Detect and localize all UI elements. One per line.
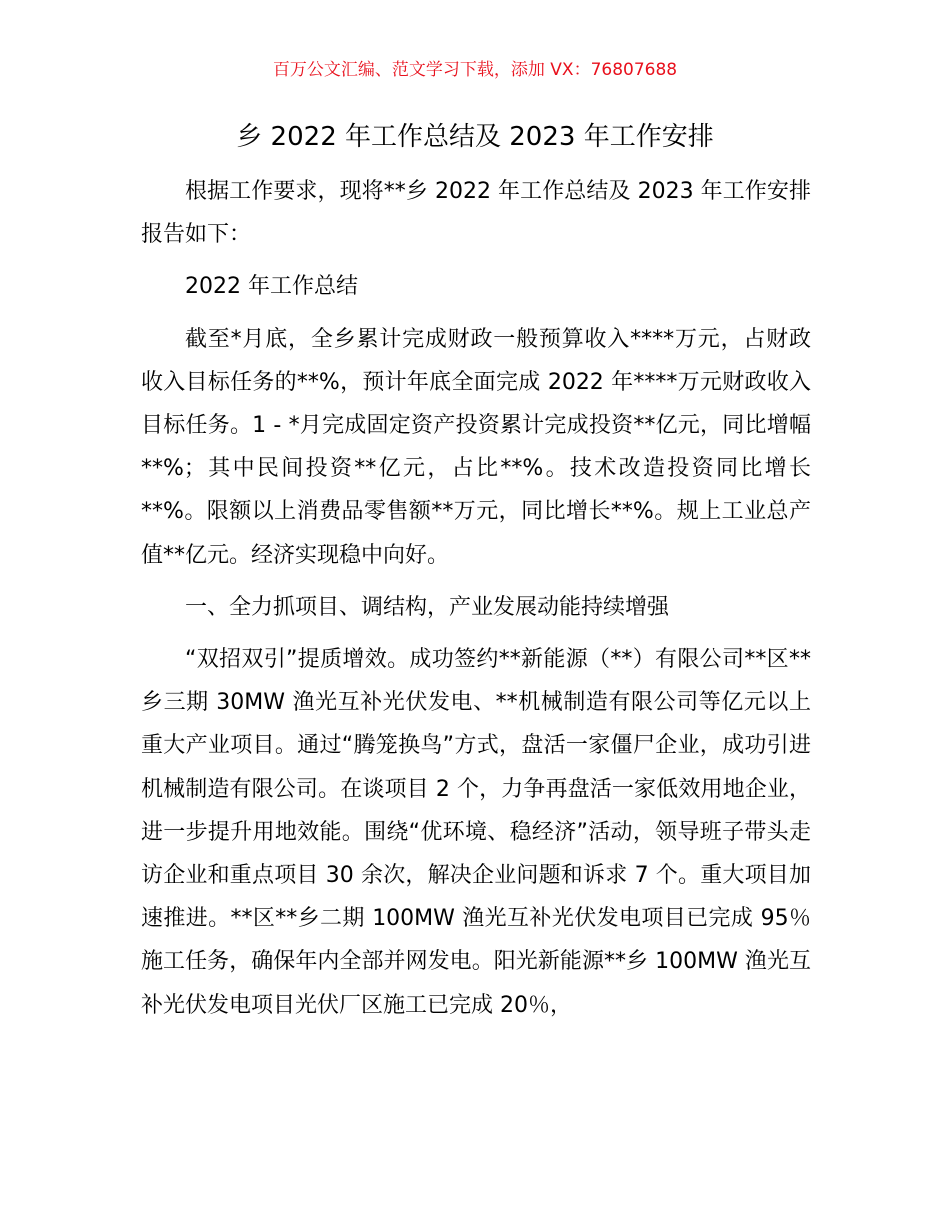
section-heading-summary: 2022 年工作总结 <box>185 274 358 300</box>
paragraph-projects: “双招双引”提质增效。成功签约**新能源（**）有限公司**区**乡三期 30MW 渔光互补光伏发电、**机械制造有限公司等亿元以上重大产业项目。通过“腾笼换鸟”方式，盘活一家僵尸企业，成功引进机械制造有限公司。在谈项目 2 个，力争再盘活一家低效用地企业，进一步提升用地效能。围绕“优环境、稳经济”活动，领导班子带头走访企业和重点项目 30 余次，解决企业问题和诉求 7 个。重大项目加速推进。**区**乡二期 100MW 渔光互补光伏发电项目已完成 95％施工任务，确保年内全部并网发电。阳光新能源**乡 100MW 渔光互补光伏发电项目光伏厂区施工已完成 20％， <box>141 647 811 1018</box>
section-heading-projects: 一、全力抓项目、调结构，产业发展动能持续增强 <box>185 594 670 620</box>
paragraph-intro: 根据工作要求，现将**乡 2022 年工作总结及 2023 年工作安排报告如下： <box>141 179 811 248</box>
header-watermark: 百万公文汇编、范文学习下载，添加 VX：76807688 <box>272 60 678 80</box>
paragraph-economy: 截至*月底，全乡累计完成财政一般预算收入****万元，占财政收入目标任务的**%，预计年底全面完成 2022 年****万元财政收入目标任务。1 - *月完成固定资产投资累计完成投资**亿元，同比增幅**%；其中民间投资**亿元，占比**%。技术改造投资同比增长**%。限额以上消费品零售额**万元，同比增长**%。规上工业总产值**亿元。经济实现稳中向好。 <box>141 326 811 568</box>
document-body <box>141 170 811 1027</box>
document-title: 乡 2022 年工作总结及 2023 年工作安排 <box>236 122 714 152</box>
